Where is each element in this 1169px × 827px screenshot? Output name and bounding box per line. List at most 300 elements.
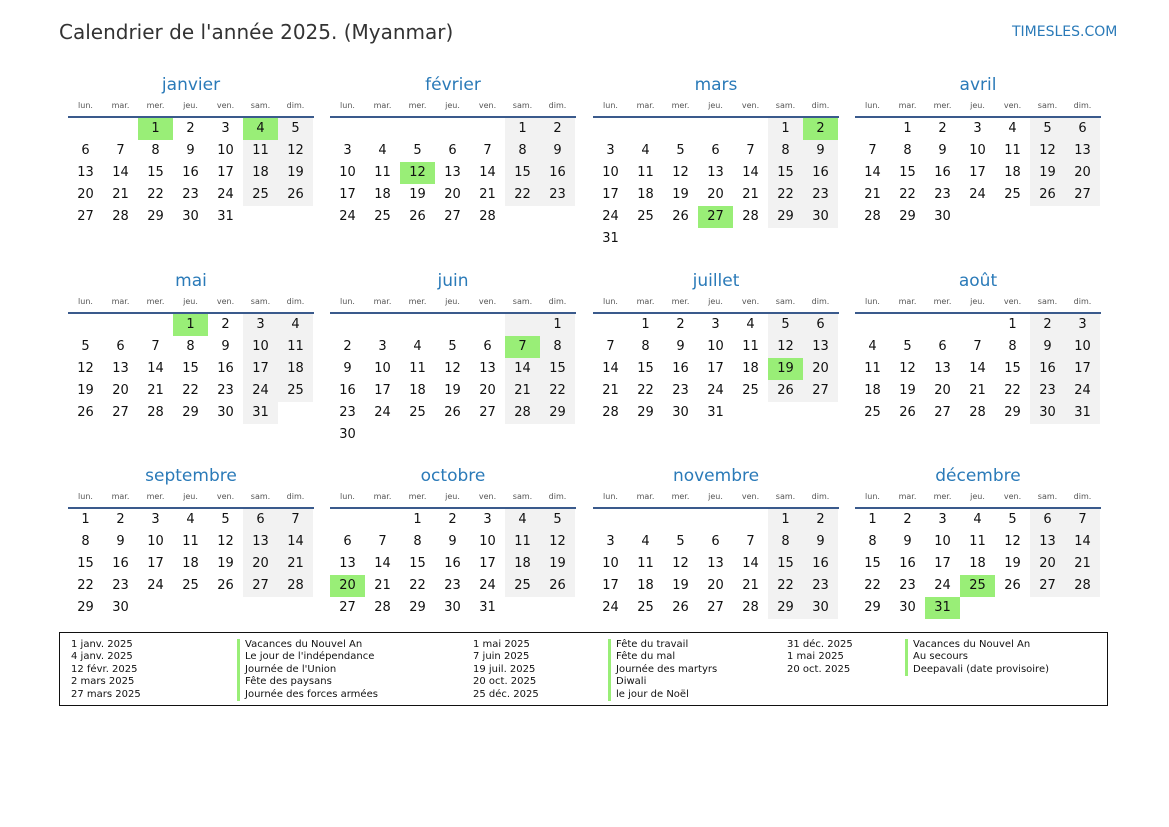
weekday-header: [855, 490, 1101, 509]
empty-day-cell: [505, 314, 540, 336]
day-cell: 12: [217, 534, 234, 549]
legend-holiday-name: Journée des forces armées: [237, 689, 378, 701]
day-cell: 14: [969, 361, 986, 376]
weekday-label: ven.: [216, 297, 235, 306]
day-cell: 7: [483, 143, 492, 158]
day-cell: 15: [1004, 361, 1021, 376]
day-cell: 10: [339, 165, 356, 180]
day-cell: 22: [637, 383, 654, 398]
day-cell: 4: [973, 512, 982, 527]
day-cell: 15: [864, 556, 881, 571]
weekday-label: dim.: [548, 492, 567, 501]
legend-holiday-name: Journée de l'Union: [237, 664, 378, 676]
day-cell: 13: [934, 361, 951, 376]
day-cell: 1: [768, 509, 803, 531]
day-cell: 27: [243, 575, 278, 597]
day-cell: 2: [221, 317, 230, 332]
weekday-label: mar.: [898, 492, 917, 501]
weekday-label: lun.: [865, 297, 880, 306]
day-cell: 11: [505, 531, 540, 553]
weekday-label: dim.: [811, 101, 830, 110]
days-grid: [855, 314, 1101, 424]
day-cell: 20: [707, 187, 724, 202]
day-cell: 21: [742, 187, 759, 202]
days-grid: [593, 118, 839, 250]
legend-holiday-name: Deepavali (date provisoire): [905, 664, 1049, 676]
day-cell: 25: [409, 405, 426, 420]
weekday-label: ven.: [1003, 101, 1022, 110]
weekday-label: mar.: [898, 297, 917, 306]
day-cell: 17: [217, 165, 234, 180]
weekday-header: [68, 490, 314, 509]
day-cell: 15: [409, 556, 426, 571]
month-name: novembre: [672, 466, 760, 486]
day-cell: 27: [934, 405, 951, 420]
day-cell: 30: [1030, 402, 1065, 424]
day-cell: 23: [540, 184, 575, 206]
day-cell: 26: [1030, 184, 1065, 206]
day-cell: 7: [278, 509, 313, 531]
day-cell: 18: [505, 553, 540, 575]
legend-holiday-name: le jour de Noël: [608, 689, 717, 701]
holiday-day-cell: 27: [698, 206, 733, 228]
day-cell: 1: [903, 121, 912, 136]
empty-day-cell: [435, 118, 470, 140]
day-cell: 2: [116, 512, 125, 527]
day-cell: 25: [278, 380, 313, 402]
day-cell: 19: [1030, 162, 1065, 184]
day-cell: 12: [672, 165, 689, 180]
days-grid: [593, 314, 839, 424]
empty-day-cell: [400, 314, 435, 336]
day-cell: 20: [444, 187, 461, 202]
day-cell: 14: [147, 361, 164, 376]
weekday-label: jeu.: [445, 101, 460, 110]
day-cell: 20: [479, 383, 496, 398]
day-cell: 15: [182, 361, 199, 376]
month-name: mai: [175, 271, 207, 291]
day-cell: 23: [899, 578, 916, 593]
day-cell: 13: [803, 336, 838, 358]
empty-day-cell: [365, 314, 400, 336]
day-cell: 6: [343, 534, 352, 549]
month-name: janvier: [161, 75, 221, 95]
legend-holiday-name: Fête du travail: [608, 639, 717, 651]
day-cell: 16: [672, 361, 689, 376]
day-cell: 14: [864, 165, 881, 180]
day-cell: 19: [540, 553, 575, 575]
days-grid: [330, 314, 576, 446]
day-cell: 5: [1030, 118, 1065, 140]
legend-holiday-name: Le jour de l'indépendance: [237, 651, 378, 663]
legend-holiday-name: Diwali: [608, 676, 717, 688]
month-block: [593, 75, 839, 250]
day-cell: 25: [374, 209, 391, 224]
day-cell: 8: [768, 140, 803, 162]
day-cell: 18: [637, 187, 654, 202]
day-cell: 15: [768, 162, 803, 184]
day-cell: 9: [221, 339, 230, 354]
day-cell: 21: [742, 578, 759, 593]
day-cell: 20: [934, 383, 951, 398]
day-cell: 15: [540, 358, 575, 380]
weekday-label: mer.: [408, 297, 427, 306]
day-cell: 22: [1004, 383, 1021, 398]
day-cell: 3: [938, 512, 947, 527]
day-cell: 5: [903, 339, 912, 354]
legend-date: 7 juin 2025: [473, 651, 530, 663]
weekday-header: [855, 295, 1101, 314]
weekday-label: ven.: [741, 101, 760, 110]
empty-day-cell: [733, 509, 768, 531]
day-cell: 16: [444, 556, 461, 571]
day-cell: 19: [409, 187, 426, 202]
day-cell: 25: [1004, 187, 1021, 202]
day-cell: 8: [81, 534, 90, 549]
weekday-label: mer.: [146, 492, 165, 501]
weekday-label: mar.: [373, 101, 392, 110]
day-cell: 11: [1004, 143, 1021, 158]
weekday-label: dim.: [1073, 101, 1092, 110]
legend-dates-col-2: [473, 639, 539, 701]
day-cell: 30: [182, 209, 199, 224]
empty-day-cell: [103, 118, 138, 140]
day-cell: 5: [768, 314, 803, 336]
weekday-label: sam.: [250, 101, 271, 110]
day-cell: 15: [637, 361, 654, 376]
day-cell: 2: [186, 121, 195, 136]
day-cell: 7: [746, 534, 755, 549]
empty-day-cell: [330, 509, 365, 531]
day-cell: 3: [606, 534, 615, 549]
day-cell: 29: [409, 600, 426, 615]
day-cell: 26: [672, 600, 689, 615]
day-cell: 18: [1004, 165, 1021, 180]
day-cell: 16: [217, 361, 234, 376]
day-cell: 24: [243, 380, 278, 402]
weekday-label: mer.: [933, 297, 952, 306]
day-cell: 3: [711, 317, 720, 332]
day-cell: 25: [505, 575, 540, 597]
day-cell: 24: [147, 578, 164, 593]
days-grid: [68, 314, 314, 424]
legend-date: 27 mars 2025: [71, 688, 141, 700]
month-block: [855, 75, 1101, 228]
day-cell: 28: [147, 405, 164, 420]
day-cell: 25: [864, 405, 881, 420]
day-cell: 6: [938, 339, 947, 354]
day-cell: 20: [112, 383, 129, 398]
weekday-label: jeu.: [183, 297, 198, 306]
day-cell: 16: [112, 556, 129, 571]
day-cell: 23: [1030, 380, 1065, 402]
day-cell: 1: [641, 317, 650, 332]
day-cell: 31: [707, 405, 724, 420]
day-cell: 20: [1030, 553, 1065, 575]
day-cell: 31: [243, 402, 278, 424]
day-cell: 31: [217, 209, 234, 224]
day-cell: 19: [1004, 556, 1021, 571]
weekday-label: ven.: [216, 101, 235, 110]
weekday-label: dim.: [286, 297, 305, 306]
day-cell: 3: [221, 121, 230, 136]
day-cell: 17: [479, 556, 496, 571]
day-cell: 24: [934, 578, 951, 593]
weekday-label: jeu.: [445, 492, 460, 501]
day-cell: 13: [339, 556, 356, 571]
day-cell: 14: [602, 361, 619, 376]
day-cell: 17: [374, 383, 391, 398]
legend-dates-col-1: [71, 639, 141, 701]
day-cell: 21: [969, 383, 986, 398]
day-cell: 23: [444, 578, 461, 593]
day-cell: 1: [540, 314, 575, 336]
day-cell: 28: [742, 209, 759, 224]
empty-day-cell: [925, 314, 960, 336]
day-cell: 26: [1004, 578, 1021, 593]
day-cell: 14: [1065, 531, 1100, 553]
day-cell: 3: [1065, 314, 1100, 336]
empty-day-cell: [138, 314, 173, 336]
weekday-label: dim.: [1073, 297, 1092, 306]
day-cell: 28: [479, 209, 496, 224]
empty-day-cell: [470, 118, 505, 140]
weekday-label: ven.: [478, 297, 497, 306]
day-cell: 22: [505, 184, 540, 206]
day-cell: 27: [707, 600, 724, 615]
day-cell: 10: [243, 336, 278, 358]
day-cell: 2: [803, 509, 838, 531]
day-cell: 29: [540, 402, 575, 424]
day-cell: 11: [182, 534, 199, 549]
day-cell: 25: [742, 383, 759, 398]
empty-day-cell: [400, 118, 435, 140]
empty-day-cell: [435, 314, 470, 336]
day-cell: 10: [147, 534, 164, 549]
day-cell: 13: [112, 361, 129, 376]
day-cell: 12: [77, 361, 94, 376]
day-cell: 3: [606, 143, 615, 158]
holiday-day-cell: 2: [803, 118, 838, 140]
weekday-label: sam.: [250, 492, 271, 501]
day-cell: 19: [672, 578, 689, 593]
day-cell: 8: [151, 143, 160, 158]
day-cell: 19: [444, 383, 461, 398]
day-cell: 16: [803, 553, 838, 575]
month-block: [593, 466, 839, 619]
day-cell: 9: [343, 361, 352, 376]
day-cell: 12: [540, 531, 575, 553]
day-cell: 23: [112, 578, 129, 593]
day-cell: 6: [448, 143, 457, 158]
day-cell: 4: [1008, 121, 1017, 136]
day-cell: 15: [768, 553, 803, 575]
weekday-label: sam.: [775, 101, 796, 110]
day-cell: 6: [1030, 509, 1065, 531]
day-cell: 17: [243, 358, 278, 380]
day-cell: 26: [278, 184, 313, 206]
weekday-header: [855, 99, 1101, 118]
weekday-label: mer.: [408, 101, 427, 110]
day-cell: 21: [505, 380, 540, 402]
day-cell: 10: [602, 556, 619, 571]
empty-day-cell: [663, 509, 698, 531]
weekday-label: lun.: [603, 492, 618, 501]
day-cell: 26: [444, 405, 461, 420]
weekday-label: sam.: [775, 297, 796, 306]
day-cell: 28: [1065, 575, 1100, 597]
weekday-label: sam.: [512, 297, 533, 306]
day-cell: 7: [1065, 509, 1100, 531]
month-block: [593, 271, 839, 424]
weekday-label: sam.: [512, 101, 533, 110]
brand-link[interactable]: TIMESLES.COM: [1012, 24, 1118, 40]
day-cell: 14: [505, 358, 540, 380]
day-cell: 3: [483, 512, 492, 527]
legend-names-col-2: [608, 639, 717, 701]
weekday-label: jeu.: [970, 101, 985, 110]
day-cell: 7: [151, 339, 160, 354]
holiday-day-cell: 25: [960, 575, 995, 597]
weekday-header: [330, 490, 576, 509]
day-cell: 4: [868, 339, 877, 354]
day-cell: 14: [742, 165, 759, 180]
day-cell: 3: [378, 339, 387, 354]
day-cell: 13: [707, 556, 724, 571]
month-block: [330, 75, 576, 228]
empty-day-cell: [663, 118, 698, 140]
weekday-label: mar.: [373, 297, 392, 306]
legend-holiday-name: Vacances du Nouvel An: [237, 639, 378, 651]
empty-day-cell: [330, 118, 365, 140]
day-cell: 25: [243, 184, 278, 206]
days-grid: [855, 509, 1101, 619]
weekday-header: [593, 295, 839, 314]
month-name: juin: [437, 271, 469, 291]
day-cell: 10: [934, 534, 951, 549]
day-cell: 10: [217, 143, 234, 158]
days-grid: [855, 118, 1101, 228]
weekday-label: jeu.: [708, 297, 723, 306]
holiday-day-cell: 7: [505, 336, 540, 358]
weekday-label: jeu.: [970, 492, 985, 501]
holiday-day-cell: 20: [330, 575, 365, 597]
day-cell: 21: [1065, 553, 1100, 575]
weekday-label: dim.: [1073, 492, 1092, 501]
weekday-label: dim.: [286, 101, 305, 110]
day-cell: 30: [112, 600, 129, 615]
day-cell: 9: [116, 534, 125, 549]
empty-day-cell: [628, 509, 663, 531]
weekday-label: ven.: [478, 492, 497, 501]
day-cell: 29: [147, 209, 164, 224]
empty-day-cell: [593, 509, 628, 531]
day-cell: 4: [746, 317, 755, 332]
day-cell: 12: [444, 361, 461, 376]
weekday-label: mar.: [111, 297, 130, 306]
day-cell: 24: [217, 187, 234, 202]
day-cell: 22: [768, 184, 803, 206]
holiday-day-cell: 1: [138, 118, 173, 140]
weekday-label: mar.: [373, 492, 392, 501]
day-cell: 1: [768, 118, 803, 140]
weekday-label: mar.: [111, 492, 130, 501]
weekday-label: sam.: [512, 492, 533, 501]
days-grid: [593, 509, 839, 619]
day-cell: 29: [768, 597, 803, 619]
day-cell: 14: [278, 531, 313, 553]
day-cell: 2: [540, 118, 575, 140]
weekday-label: sam.: [1037, 492, 1058, 501]
day-cell: 4: [413, 339, 422, 354]
day-cell: 27: [112, 405, 129, 420]
day-cell: 30: [803, 597, 838, 619]
day-cell: 24: [374, 405, 391, 420]
day-cell: 24: [1065, 380, 1100, 402]
legend-date: 12 févr. 2025: [71, 663, 138, 675]
day-cell: 29: [637, 405, 654, 420]
day-cell: 19: [77, 383, 94, 398]
holiday-day-cell: 12: [400, 162, 435, 184]
day-cell: 26: [672, 209, 689, 224]
day-cell: 29: [899, 209, 916, 224]
empty-day-cell: [855, 118, 890, 140]
day-cell: 30: [672, 405, 689, 420]
day-cell: 8: [505, 140, 540, 162]
empty-day-cell: [470, 314, 505, 336]
weekday-label: ven.: [741, 297, 760, 306]
day-cell: 20: [77, 187, 94, 202]
day-cell: 30: [934, 209, 951, 224]
day-cell: 24: [969, 187, 986, 202]
legend-date: 1 mai 2025: [473, 639, 530, 650]
day-cell: 9: [676, 339, 685, 354]
day-cell: 5: [278, 118, 313, 140]
day-cell: 16: [934, 165, 951, 180]
weekday-label: jeu.: [183, 101, 198, 110]
day-cell: 22: [540, 380, 575, 402]
day-cell: 21: [602, 383, 619, 398]
day-cell: 11: [243, 140, 278, 162]
weekday-label: mer.: [671, 297, 690, 306]
day-cell: 25: [637, 600, 654, 615]
day-cell: 6: [711, 534, 720, 549]
empty-day-cell: [628, 118, 663, 140]
day-cell: 11: [969, 534, 986, 549]
empty-day-cell: [698, 118, 733, 140]
weekday-label: lun.: [865, 492, 880, 501]
day-cell: 14: [374, 556, 391, 571]
day-cell: 5: [413, 143, 422, 158]
day-cell: 4: [641, 534, 650, 549]
legend-holiday-name: Fête des paysans: [237, 676, 378, 688]
legend-date: 1 mai 2025: [787, 651, 844, 663]
day-cell: 21: [112, 187, 129, 202]
day-cell: 12: [899, 361, 916, 376]
day-cell: 26: [77, 405, 94, 420]
day-cell: 4: [186, 512, 195, 527]
empty-day-cell: [365, 118, 400, 140]
legend-names-col-1: [237, 639, 378, 701]
weekday-label: jeu.: [445, 297, 460, 306]
day-cell: 4: [505, 509, 540, 531]
days-grid: [330, 509, 576, 619]
day-cell: 1: [1008, 317, 1017, 332]
day-cell: 22: [182, 383, 199, 398]
day-cell: 4: [278, 314, 313, 336]
month-name: février: [425, 75, 481, 95]
weekday-header: [330, 99, 576, 118]
